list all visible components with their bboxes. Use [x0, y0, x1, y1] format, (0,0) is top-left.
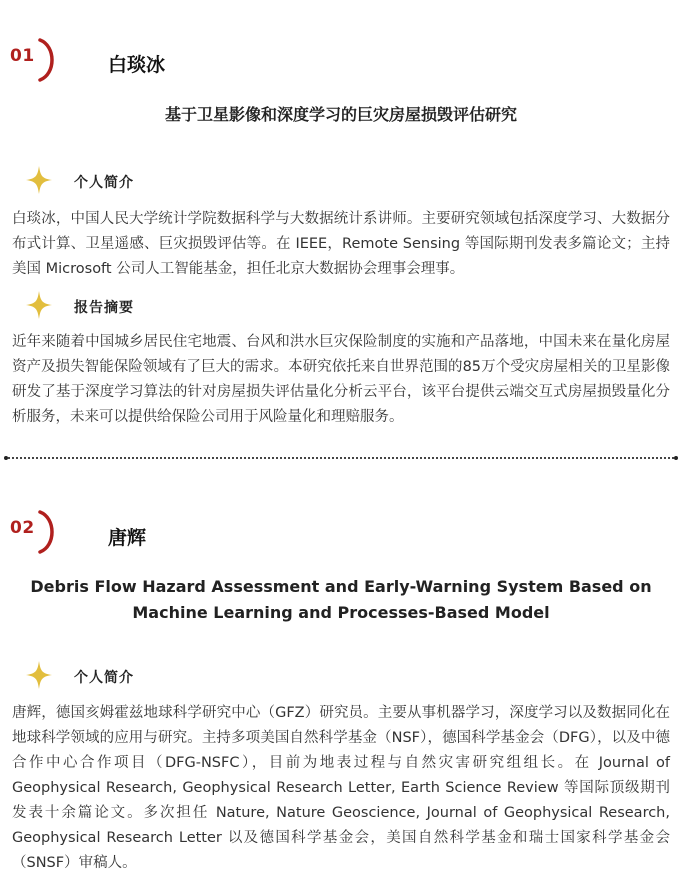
- section-number: 02: [10, 518, 35, 538]
- abstract-heading-label: 报告摘要: [74, 300, 134, 316]
- four-point-star-icon: [26, 291, 52, 319]
- section-number-badge: [10, 38, 50, 78]
- section-number-badge: [10, 510, 50, 550]
- divider-line: [8, 457, 674, 459]
- bio-text: 唐辉，德国亥姆霍兹地球科学研究中心（GFZ）研究员。主要从事机器学习，深度学习以及数据同化在地球科学领域的应用与研究。主持多项美国自然科学基金（NSF），德国科学基金会（DFG），以及中德合作中心合作项目（DFG-NSFC），目前为地表过程与自然灾害研究组组长。在 Journal of Geophysical Research, Geophysical Research Letter, Earth Science Review 等国际顶级期刊发表十余篇论文。多次担任 Nature, Nature Geoscience, Journal of Geophysical Research, Geophysical Research Letter 以及德国科学基金会，美国自然科学基金和瑞士国家科学基金会（SNSF）审稿人。: [12, 705, 670, 871]
- bio-text: 白琰冰，中国人民大学统计学院数据科学与大数据统计系讲师。主要研究领域包括深度学习、大数据分布式计算、卫星遥感、巨灾损毁评估等。在 IEEE，Remote Sensing 等国际期刊发表多篇论文；主持美国 Microsoft 公司人工智能基金，担任北京大数据协会理事会理事。: [12, 211, 670, 277]
- talk-title: Debris Flow Hazard Assessment and Early-Warning System Based on Machine Learning and Processes-Based Model: [30, 577, 652, 622]
- four-point-star-icon: [26, 661, 52, 689]
- speaker-name: 白琰冰: [108, 54, 166, 76]
- section-divider: [4, 456, 678, 460]
- talk-title: 基于卫星影像和深度学习的巨灾房屋损毁评估研究: [164, 105, 517, 124]
- divider-dot-right: [674, 456, 678, 460]
- speaker-name: 唐辉: [108, 527, 147, 549]
- bio-heading-label: 个人简介: [74, 670, 134, 686]
- abstract-text: 近年来随着中国城乡居民住宅地震、台风和洪水巨灾保险制度的实施和产品落地，中国未来在量化房屋资产及损失智能保险领域有了巨大的需求。本研究依托来自世界范围的85万个受灾房屋相关的卫星影像研发了基于深度学习算法的针对房屋损失评估量化分析云平台，该平台提供云端交互式房屋损毁量化分析服务，未来可以提供给保险公司用于风险量化和理赔服务。: [12, 334, 670, 425]
- red-arc-bracket-icon: [34, 510, 60, 554]
- red-arc-bracket-icon: [34, 38, 60, 82]
- four-point-star-icon: [26, 166, 52, 194]
- section-number: 01: [10, 46, 35, 66]
- bio-heading-label: 个人简介: [74, 175, 134, 191]
